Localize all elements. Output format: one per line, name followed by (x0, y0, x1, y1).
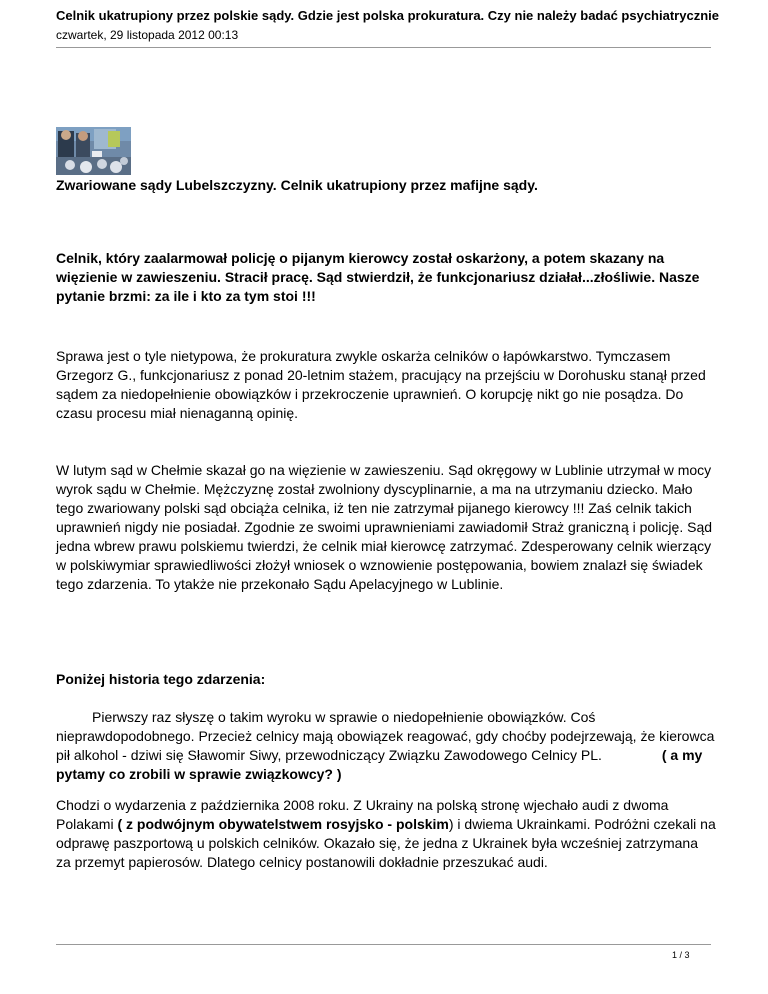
header-divider (56, 47, 711, 48)
paragraph-3 (56, 708, 716, 784)
paragraph-1: Sprawa jest o tyle nietypowa, że prokuratura zwykle oskarża celników o łapówkarstwo. Tymczasem Grzegorz G., funkcjonariusz z ponad 20-letnim stażem, pracujący na przejściu w Dorohusku stanął przed sądem za niedopełnienie obowiązków i przekroczenie uprawnień. O korupcję nikt go nie posądza. Do czasu procesu miał nienaganną opinię. (56, 348, 706, 421)
paragraph-4-bold: ( z podwójnym obywatelstwem rosyjsko - polskim (117, 816, 449, 832)
document-title: Celnik ukatrupiony przez polskie sądy. Gdzie jest polska prokuratura. Czy nie należy badać psychiatrycznie (56, 8, 719, 23)
article-headline: Zwariowane sądy Lubelszczyzny. Celnik ukatrupiony przez mafijne sądy. (56, 177, 538, 193)
paragraph-4 (56, 796, 716, 872)
paragraph-2: W lutym sąd w Chełmie skazał go na więzienie w zawieszeniu. Sąd okręgowy w Lublinie utrzymał w mocy wyrok sądu w Chełmie. Mężczyznę został zwolniony dyscyplinarnie, a ma na utrzymaniu dziecko. Mało tego zwariowany polski sąd obciąża celnika, iż ten nie zatrzymał pijanego kierowcy !!! Zaś celnik takich uprawnień nigdy nie posiadał. Zgodnie ze swoimi uprawnieniami zawiadomił Straż graniczną i policję. Sąd jedna wbrew prawu polskiemu twierdzi, że celnik miał kierowcę zatrzymać. Zdesperowany celnik wierzący w polskiwymiar sprawiedliwości złożył wniosek o wznowienie postępowania, bowiem znalazł się świadek tego zdarzenia. To ytakże nie przekonało Sądu Apelacyjnego w Lublinie. (56, 462, 713, 592)
article-lead: Celnik, który zaalarmował policję o pijanym kierowcy został oskarżony, a potem skazany na więzienie w zawieszeniu. Stracił pracę. Sąd stwierdził, że funkcjonariusz działał...złośliwie. Nasze pytanie brzmi: za ile i kto za tym stoi !!! (56, 250, 700, 304)
footer-divider (56, 944, 711, 945)
paragraph-4-end: ) i dwiema Ukrainkami. Podróżni czekali na odprawę paszportową u polskich celników. Okazało się, że jedna z Ukrainek była wcześniej zatrzymana za przemyt papierosów. Dlatego celnicy postanowili dokładnie przeszukać audi. (56, 816, 716, 870)
paragraph-3-bold: ( a my pytamy co zrobili w sprawie związkowcy? ) (56, 747, 703, 782)
paragraph-3-text: Pierwszy raz słyszę o takim wyroku w sprawie o niedopełnienie obowiązków. Coś nieprawdopodobnego. Przecież celnicy mają obowiązek reagować, gdy choćby podejrzewają, że kierowca pił alkohol - dziwi się Sławomir Siwy, przewodniczący Związku Zawodowego Celnicy PL. (56, 709, 715, 763)
publication-date: czwartek, 29 listopada 2012 00:13 (56, 28, 239, 42)
paragraph-4-start: Chodzi o wydarzenia z października 2008 roku. Z Ukrainy na polską stronę wjechało audi z dwoma Polakami (56, 797, 669, 832)
article-photo (56, 127, 131, 175)
page-number: 1 / 3 (672, 950, 690, 960)
history-heading: Poniżej historia tego zdarzenia: (56, 671, 266, 687)
